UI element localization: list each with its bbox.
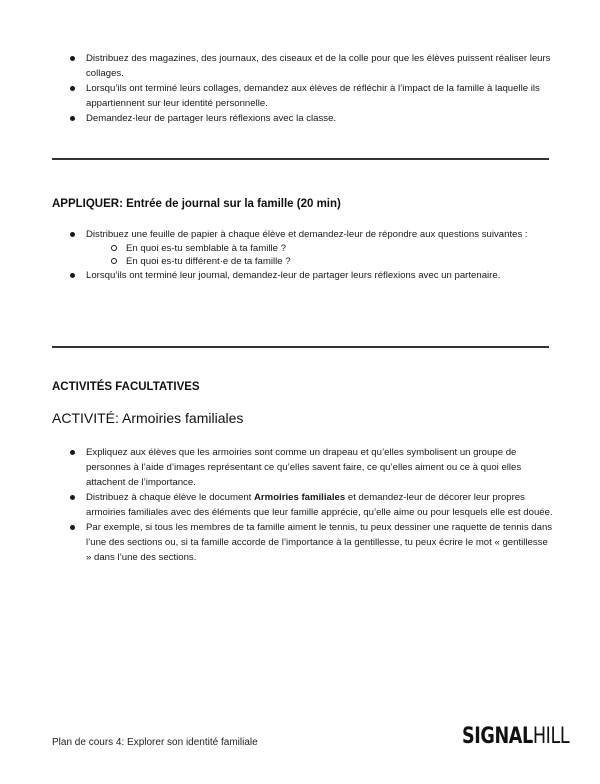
- item-text-start: Distribuez à chaque élève le document: [86, 492, 254, 503]
- list-item: Par exemple, si tous les membres de ta famille aiment le tennis, tu peux dessiner une raquette de tennis dans l’une des sections ou, si ta famille accorde de l’importance à la gentillesse, tu peux écrire le mot « gentillesse » dans l’une des sections.: [54, 520, 554, 565]
- intro-section: [54, 51, 554, 126]
- list-item: Lorsqu’ils ont terminé leur journal, demandez-leur de partager leurs réflexions avec un partenaire.: [54, 268, 554, 283]
- document-name: Armoiries familiales: [254, 492, 346, 503]
- apply-section: [54, 227, 554, 283]
- list-item: Expliquez aux élèves que les armoiries sont comme un drapeau et qu’elles symbolisent un groupe de personnes à l’aide d’images représentant ce qu’elles savent faire, ce qu’elles aiment ou ce à quoi elles attachent de l’importance.: [54, 445, 554, 490]
- list-item: Lorsqu’ils ont terminé leurs collages, demandez aux élèves de réfléchir à l’impact de la famille à laquelle ils appartiennent sur leur identité personnelle.: [54, 81, 554, 111]
- question-list: [54, 242, 554, 268]
- item-text-end: et demandez-leur de décorer leur propres armoiries familiales avec des éléments que leur famille apprécie, qu’elle aime ou pour lesquels elle est douée.: [86, 492, 553, 518]
- section-divider: [52, 158, 549, 160]
- footer-lesson-title: Plan de cours 4: Explorer son identité familiale: [52, 737, 258, 748]
- logo-part-light: HILL: [532, 724, 570, 749]
- intro-bullet-list: [54, 51, 554, 126]
- list-item: Demandez-leur de partager leurs réflexions avec la classe.: [54, 111, 554, 126]
- apply-bullet-list: [54, 227, 554, 283]
- activity-bullet-list: [54, 445, 554, 565]
- question-item: En quoi es-tu semblable à ta famille ?: [54, 242, 554, 255]
- section-divider: [52, 346, 549, 348]
- list-item: [54, 490, 554, 520]
- apply-heading: APPLIQUER: Entrée de journal sur la famille (20 min): [52, 198, 341, 210]
- optional-heading: ACTIVITÉS FACULTATIVES: [52, 381, 200, 393]
- apply-item-text: Distribuez une feuille de papier à chaque élève et demandez-leur de répondre aux questions suivantes :: [86, 229, 528, 240]
- logo-part-bold: SIGNAL: [462, 724, 533, 749]
- activity-title: ACTIVITÉ: Armoiries familiales: [52, 410, 244, 426]
- question-item: En quoi es-tu différent·e de ta famille ?: [54, 255, 554, 268]
- list-item: [54, 227, 554, 268]
- list-item: Distribuez des magazines, des journaux, des ciseaux et de la colle pour que les élèves puissent réaliser leurs collages.: [54, 51, 554, 81]
- activity-section: [54, 445, 554, 565]
- signalhill-logo: [462, 724, 569, 749]
